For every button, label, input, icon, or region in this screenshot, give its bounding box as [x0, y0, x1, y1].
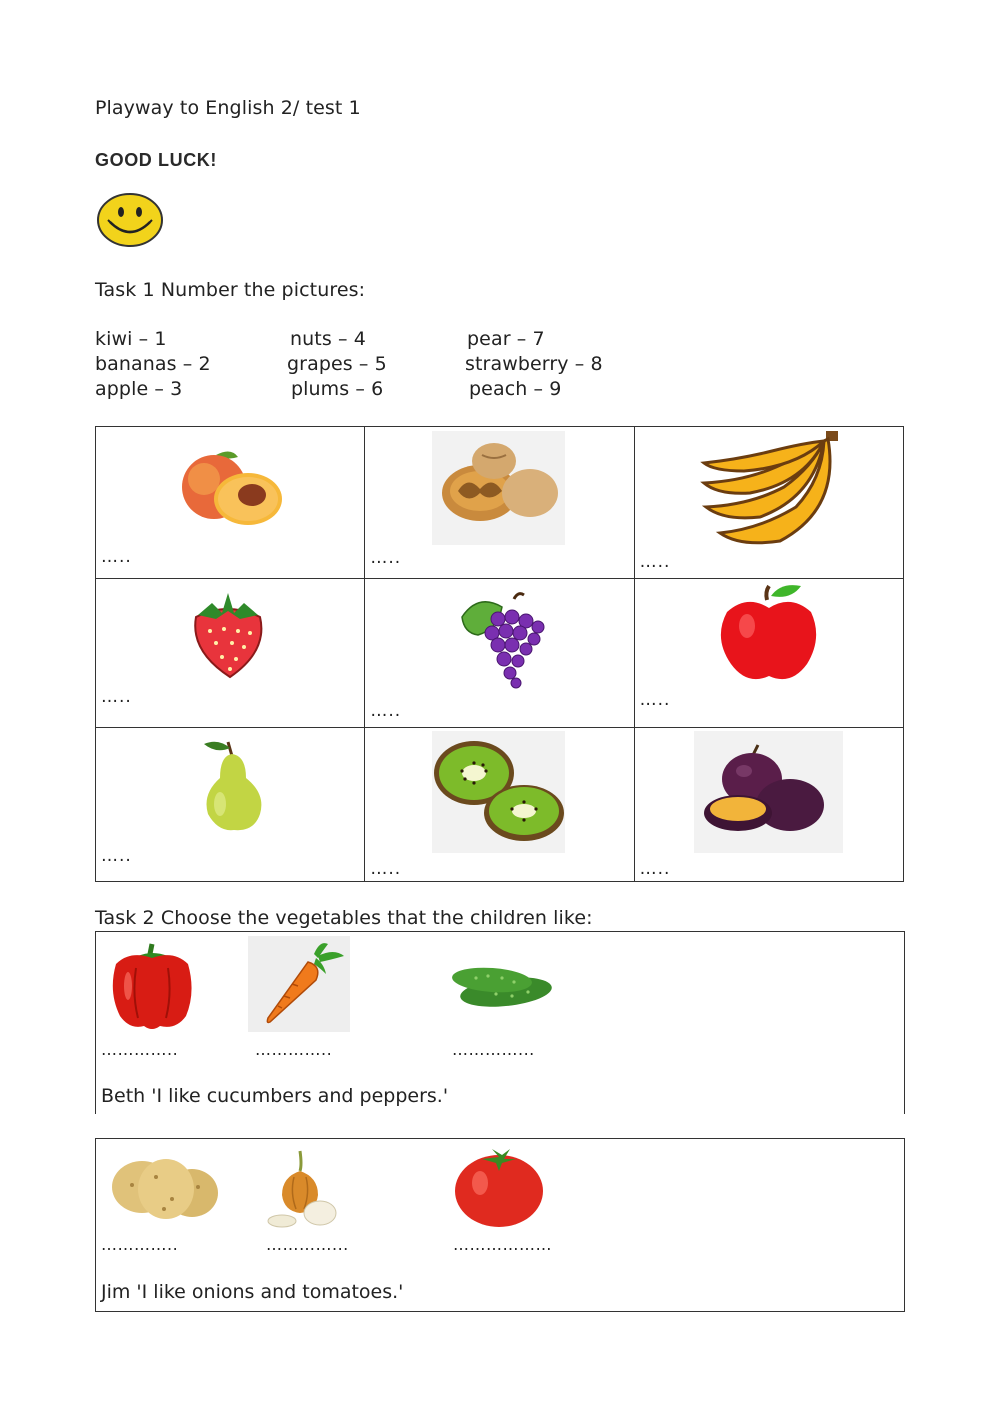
cell-apple: [634, 579, 903, 728]
cell-peach: [96, 427, 365, 579]
onion-picture: [264, 1147, 344, 1229]
cucumber-picture: [448, 962, 552, 1016]
cell-bananas: [634, 427, 903, 579]
key-apple: apple – 3: [95, 378, 183, 400]
answer-blank[interactable]: …………..: [101, 1235, 179, 1254]
answer-blank[interactable]: ………………: [453, 1235, 552, 1254]
key-pear: pear – 7: [467, 328, 545, 350]
pepper-picture: [108, 942, 198, 1032]
cell-grapes: [365, 579, 634, 728]
vegetable-box-beth: [95, 931, 905, 1114]
pear-picture: [198, 738, 268, 833]
answer-blank[interactable]: …………..: [255, 1040, 333, 1059]
key-kiwi: kiwi – 1: [95, 328, 167, 350]
strawberry-picture: [188, 585, 268, 681]
answer-blank[interactable]: …..: [639, 690, 671, 710]
key-strawberry: strawberry – 8: [465, 353, 603, 375]
cell-plums: [634, 728, 903, 882]
bananas-picture: [700, 429, 840, 549]
key-grapes: grapes – 5: [287, 353, 387, 375]
kiwi-picture: [432, 731, 565, 853]
potatoes-picture: [108, 1147, 220, 1227]
answer-blank[interactable]: …..: [370, 548, 402, 568]
cell-kiwi: [365, 728, 634, 882]
answer-blank[interactable]: …..: [101, 687, 132, 707]
carrot-picture-bg: [248, 936, 350, 1032]
beth-sentence: Beth 'I like cucumbers and peppers.': [101, 1085, 449, 1107]
key-plums: plums – 6: [291, 378, 384, 400]
key-nuts: nuts – 4: [290, 328, 366, 350]
apple-picture: [717, 582, 823, 688]
key-peach: peach – 9: [469, 378, 562, 400]
cell-strawberry: [96, 579, 365, 728]
answer-blank[interactable]: …..: [639, 552, 671, 572]
cell-pear: [96, 728, 365, 882]
answer-blank[interactable]: …..: [370, 701, 402, 721]
answer-blank[interactable]: …..: [101, 547, 132, 567]
kiwi-picture-bg: [432, 731, 565, 853]
worksheet-title: Playway to English 2/ test 1: [95, 97, 361, 119]
smiley-face-icon: [96, 192, 166, 250]
task2-heading: Task 2 Choose the vegetables that the children like:: [95, 907, 593, 929]
key-bananas: bananas – 2: [95, 353, 211, 375]
grapes-picture: [458, 589, 548, 689]
tomato-picture: [452, 1145, 546, 1229]
plums-picture-bg: [694, 731, 843, 853]
good-luck-heading: GOOD LUCK!: [95, 150, 217, 170]
answer-blank[interactable]: …..: [101, 846, 132, 866]
answer-blank[interactable]: …………...: [452, 1040, 535, 1059]
plums-picture: [694, 731, 843, 853]
answer-blank[interactable]: …..: [370, 859, 402, 879]
peach-picture: [176, 447, 286, 529]
answer-blank[interactable]: …..: [639, 859, 671, 879]
cell-nuts: [365, 427, 634, 579]
vegetable-box-jim: [95, 1138, 905, 1312]
fruit-picture-grid: [95, 426, 904, 882]
answer-blank[interactable]: …………...: [266, 1235, 349, 1254]
nuts-picture-bg: [432, 431, 565, 545]
nuts-picture: [432, 431, 565, 545]
carrot-picture: [248, 936, 350, 1032]
task1-heading: Task 1 Number the pictures:: [95, 279, 366, 301]
jim-sentence: Jim 'I like onions and tomatoes.': [101, 1281, 404, 1303]
answer-blank[interactable]: …………..: [101, 1040, 179, 1059]
